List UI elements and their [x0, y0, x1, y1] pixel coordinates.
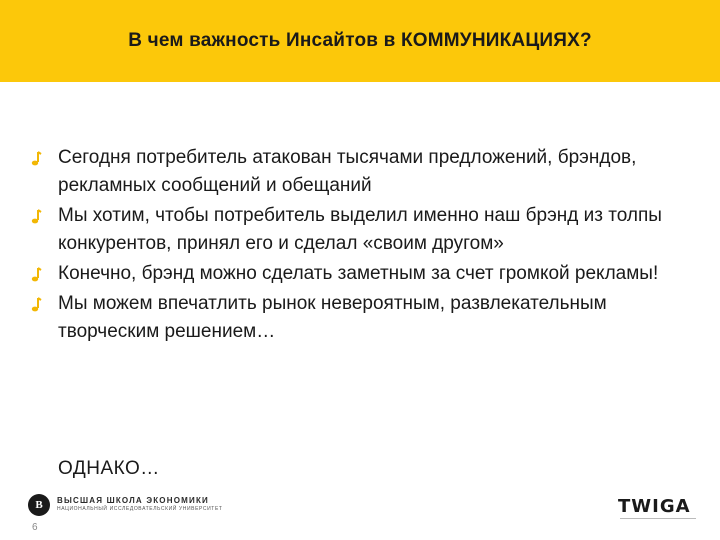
slide-title: В чем важность Инсайтов в КОММУНИКАЦИЯХ?	[128, 30, 592, 51]
bullet-text: Конечно, брэнд можно сделать заметным за счет громкой рекламы!	[58, 263, 659, 284]
followup-text: ОДНАКО…	[58, 458, 160, 479]
page-number: 6	[32, 522, 38, 533]
bullet-item	[30, 260, 690, 288]
note-bullet-icon	[30, 209, 42, 225]
bullet-text: Мы хотим, чтобы потребитель выделил именно наш брэнд из толпы конкурентов, принял его и сделал «своим другом»	[58, 205, 662, 254]
bullet-text: Сегодня потребитель атакован тысячами предложений, брэндов, рекламных сообщений и обещаний	[58, 147, 637, 196]
bullet-item	[30, 290, 690, 346]
bullet-item	[30, 144, 690, 200]
hse-name: ВЫСШАЯ ШКОЛА ЭКОНОМИКИ	[57, 496, 209, 505]
twiga-tagline-rule	[620, 518, 696, 519]
bullet-text: Мы можем впечатлить рынок невероятным, развлекательным творческим решением…	[58, 293, 607, 342]
bullet-list	[30, 144, 690, 348]
twiga-logo: TWIGA	[618, 496, 691, 517]
bullet-item	[30, 202, 690, 258]
hse-logo-block	[28, 492, 223, 518]
hse-logo-text	[57, 496, 223, 514]
hse-subtitle: НАЦИОНАЛЬНЫЙ ИССЛЕДОВАТЕЛЬСКИЙ УНИВЕРСИТЕТ	[57, 506, 223, 512]
note-bullet-icon	[30, 267, 42, 283]
note-bullet-icon	[30, 151, 42, 167]
hse-emblem-icon: В	[28, 494, 50, 516]
note-bullet-icon	[30, 297, 42, 313]
